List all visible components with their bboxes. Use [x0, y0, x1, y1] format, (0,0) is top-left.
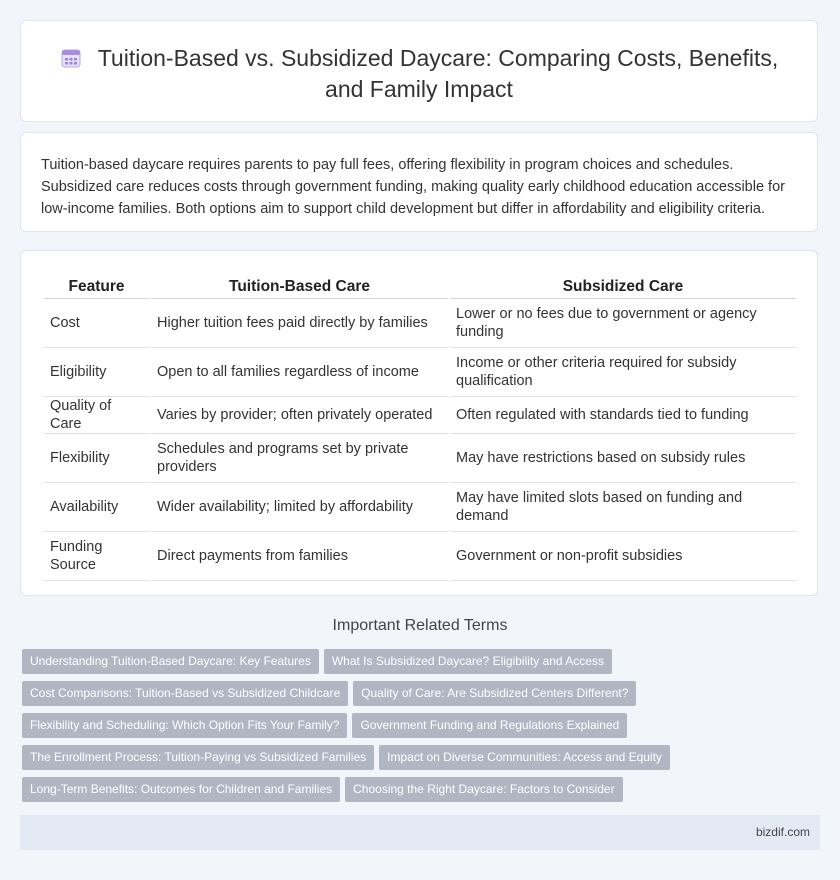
table-row — [44, 483, 796, 532]
title-wrap — [51, 43, 787, 105]
related-tag[interactable]: The Enrollment Process: Tuition-Paying vs Subsidized Families — [22, 745, 374, 770]
intro-paragraph: Tuition-based daycare requires parents to pay full fees, offering flexibility in program choices and schedules. Subsidized care reduces costs through government funding, making quality early childhood education accessible for low-income families. Both options aim to support child development but differ in affordability and eligibility criteria. — [41, 157, 785, 217]
related-tag[interactable]: Long-Term Benefits: Outcomes for Children and Families — [22, 777, 340, 802]
row-feature: Funding Source — [44, 532, 149, 581]
table-row — [44, 532, 796, 581]
row-subsidized: May have restrictions based on subsidy rules — [450, 434, 796, 483]
intro-card — [20, 132, 818, 232]
row-subsidized: Income or other criteria required for subsidy qualification — [450, 348, 796, 397]
related-tag[interactable]: Understanding Tuition-Based Daycare: Key Features — [22, 649, 319, 674]
footer-site-link[interactable]: bizdif.com — [755, 825, 810, 839]
related-tag[interactable]: Choosing the Right Daycare: Factors to Consider — [345, 777, 622, 802]
table-row — [44, 348, 796, 397]
table-row — [44, 434, 796, 483]
row-feature: Flexibility — [44, 434, 149, 483]
row-tuition: Direct payments from families — [151, 532, 448, 581]
row-subsidized: Often regulated with standards tied to funding — [450, 397, 796, 434]
table-row — [44, 397, 796, 434]
related-tag[interactable]: Cost Comparisons: Tuition-Based vs Subsidized Childcare — [22, 681, 348, 706]
row-tuition: Wider availability; limited by affordability — [151, 483, 448, 532]
row-tuition: Schedules and programs set by private providers — [151, 434, 448, 483]
table-row — [44, 299, 796, 348]
header-subsidized: Subsidized Care — [450, 276, 796, 299]
row-feature: Availability — [44, 483, 149, 532]
comparison-table — [42, 276, 798, 581]
row-feature: Quality of Care — [44, 397, 149, 434]
row-tuition: Varies by provider; often privately operated — [151, 397, 448, 434]
row-subsidized: May have limited slots based on funding and demand — [450, 483, 796, 532]
related-tag[interactable]: Quality of Care: Are Subsidized Centers Different? — [353, 681, 636, 706]
comparison-card — [20, 250, 818, 596]
table-header-row — [44, 276, 796, 299]
row-tuition: Higher tuition fees paid directly by families — [151, 299, 448, 348]
calendar-icon — [60, 47, 82, 69]
related-tag[interactable]: What Is Subsidized Daycare? Eligibility and Access — [324, 649, 612, 674]
row-tuition: Open to all families regardless of income — [151, 348, 448, 397]
related-terms-title: Important Related Terms — [332, 617, 508, 634]
page-title: Tuition-Based vs. Subsidized Daycare: Comparing Costs, Benefits, and Family Impact — [97, 45, 779, 102]
header-tuition: Tuition-Based Care — [151, 276, 448, 299]
row-feature: Eligibility — [44, 348, 149, 397]
related-tag[interactable]: Impact on Diverse Communities: Access and Equity — [379, 745, 670, 770]
header-feature: Feature — [44, 276, 149, 299]
row-subsidized: Government or non-profit subsidies — [450, 532, 796, 581]
row-feature: Cost — [44, 299, 149, 348]
header-card — [20, 20, 818, 122]
related-tag[interactable]: Government Funding and Regulations Explained — [352, 713, 627, 738]
row-subsidized: Lower or no fees due to government or agency funding — [450, 299, 796, 348]
related-tag[interactable]: Flexibility and Scheduling: Which Option Fits Your Family? — [22, 713, 347, 738]
footer — [20, 815, 820, 850]
related-tags — [22, 649, 822, 809]
